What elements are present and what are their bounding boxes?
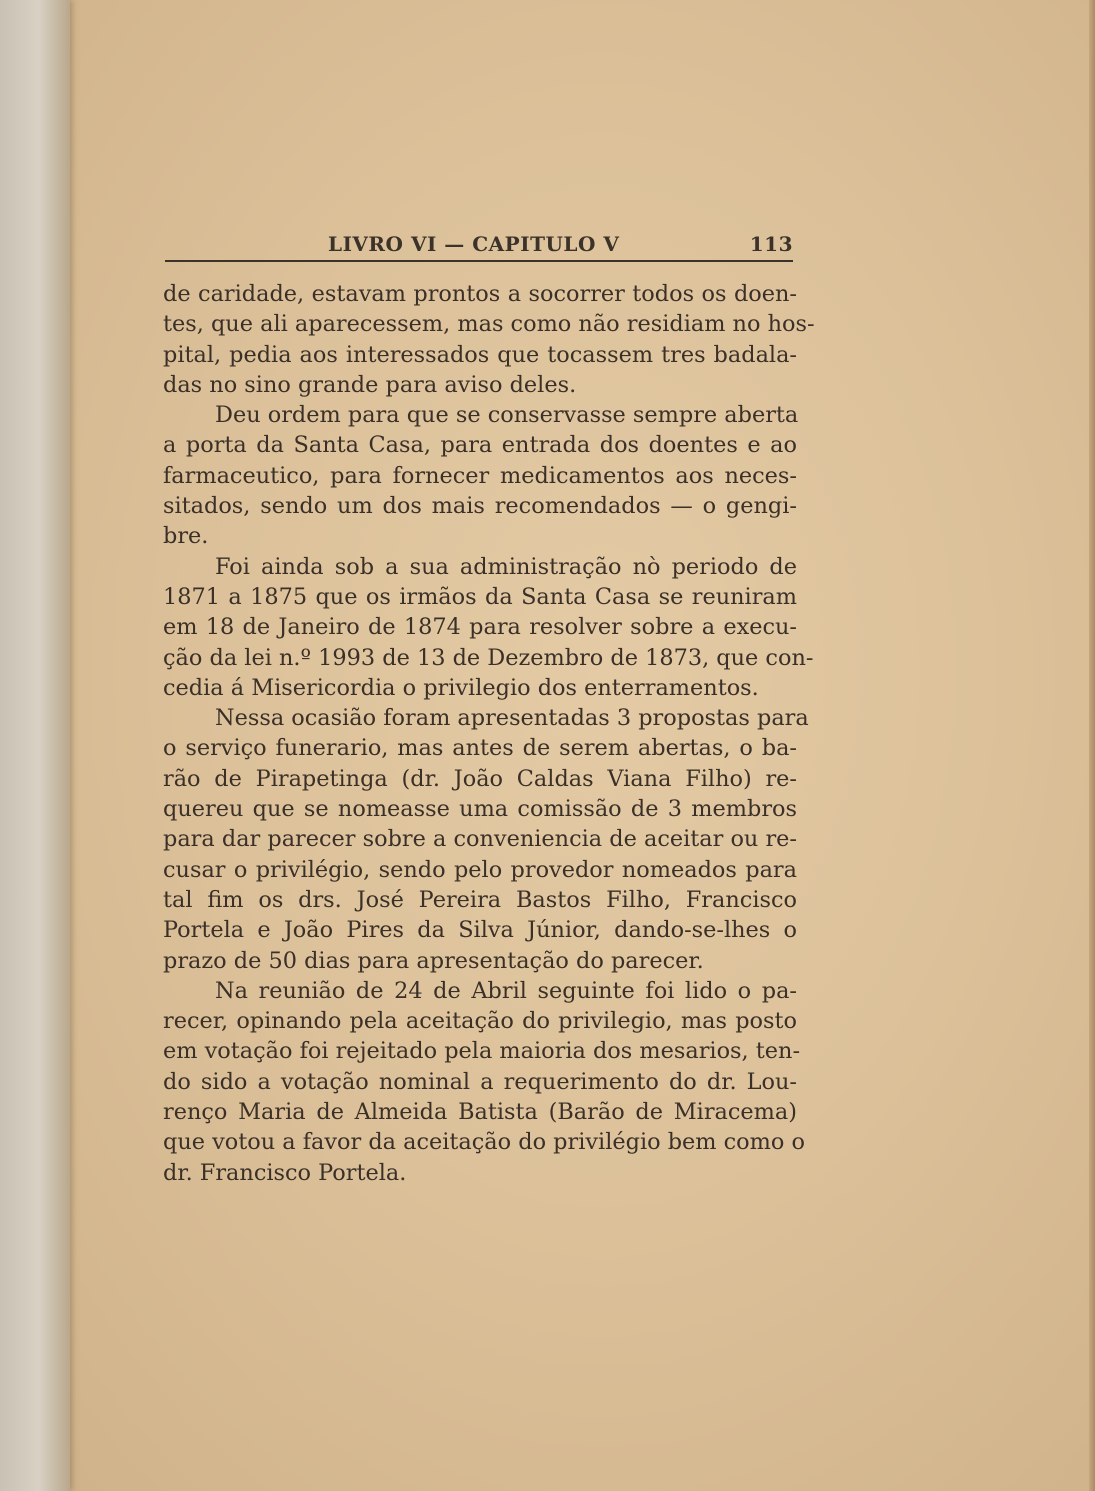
paragraph-3 [163,552,814,703]
binding-strip [0,0,70,1491]
running-head [165,228,793,262]
text-line: em 18 de Janeiro de 1874 para resolver sobre a execu- [163,614,797,641]
text-line: dr. Francisco Portela. [163,1159,407,1186]
paragraph-4 [163,703,809,976]
text-line: das no sino grande para aviso deles. [163,371,577,398]
text-line: em votação foi rejeitado pela maioria dos mesarios, ten- [163,1038,801,1065]
text-line: do sido a votação nominal a requerimento do dr. Lou- [163,1068,797,1095]
text-line: Deu ordem para que se conservasse sempre aberta [215,402,799,429]
text-line: o serviço funerario, mas antes de serem abertas, o ba- [163,735,797,762]
body-text [163,279,815,1188]
paragraph-5 [163,976,805,1188]
text-line: bre. [163,523,209,550]
text-line: cusar o privilégio, sendo pelo provedor nomeados para [163,856,797,883]
text-line: a porta da Santa Casa, para entrada dos doentes e ao [163,432,797,459]
text-line: de caridade, estavam prontos a socorrer todos os doen- [163,281,797,307]
text-line: tes, que ali aparecessem, mas como não residiam no hos- [163,311,815,338]
text-line: Na reunião de 24 de Abril seguinte foi lido o pa- [215,977,797,1004]
text-line: cedia á Misericordia o privilegio dos enterramentos. [163,674,759,701]
text-line: Foi ainda sob a sua administração nò periodo de [215,553,797,580]
paragraph-2 [163,400,797,551]
text-line: rão de Pirapetinga (dr. João Caldas Viana Filho) re- [163,765,797,792]
text-line: para dar parecer sobre a conveniencia de aceitar ou re- [163,826,797,853]
text-line: quereu que se nomeasse uma comissão de 3 membros [163,796,797,823]
text-line: 1871 a 1875 que os irmãos da Santa Casa se reuniram [163,583,797,610]
text-line: farmaceutico, para fornecer medicamentos aos neces- [163,462,797,489]
text-line: Nessa ocasião foram apresentadas 3 propostas para [215,705,809,732]
text-line: prazo de 50 dias para apresentação do parecer. [163,947,704,974]
text-line: que votou a favor da aceitação do privilégio bem como o [163,1129,805,1156]
text-line: pital, pedia aos interessados que tocassem tres badala- [163,341,797,368]
text-line: renço Maria de Almeida Batista (Barão de Miracema) [163,1099,797,1126]
text-line: Portela e João Pires da Silva Júnior, dando-se-lhes o [163,917,797,944]
text-line: tal fim os drs. José Pereira Bastos Filho, Francisco [163,886,797,913]
text-line: recer, opinando pela aceitação do privilegio, mas posto [163,1008,797,1035]
text-line: sitados, sendo um dos mais recomendados — o gengi- [163,493,797,520]
page-number: 113 [749,232,793,256]
chapter-heading: LIVRO VI — CAPITULO V [328,232,620,256]
text-line: ção da lei n.º 1993 de 13 de Dezembro de 1873, que con- [163,644,814,671]
page-edge [1089,0,1095,1491]
paragraph-1 [163,279,815,400]
